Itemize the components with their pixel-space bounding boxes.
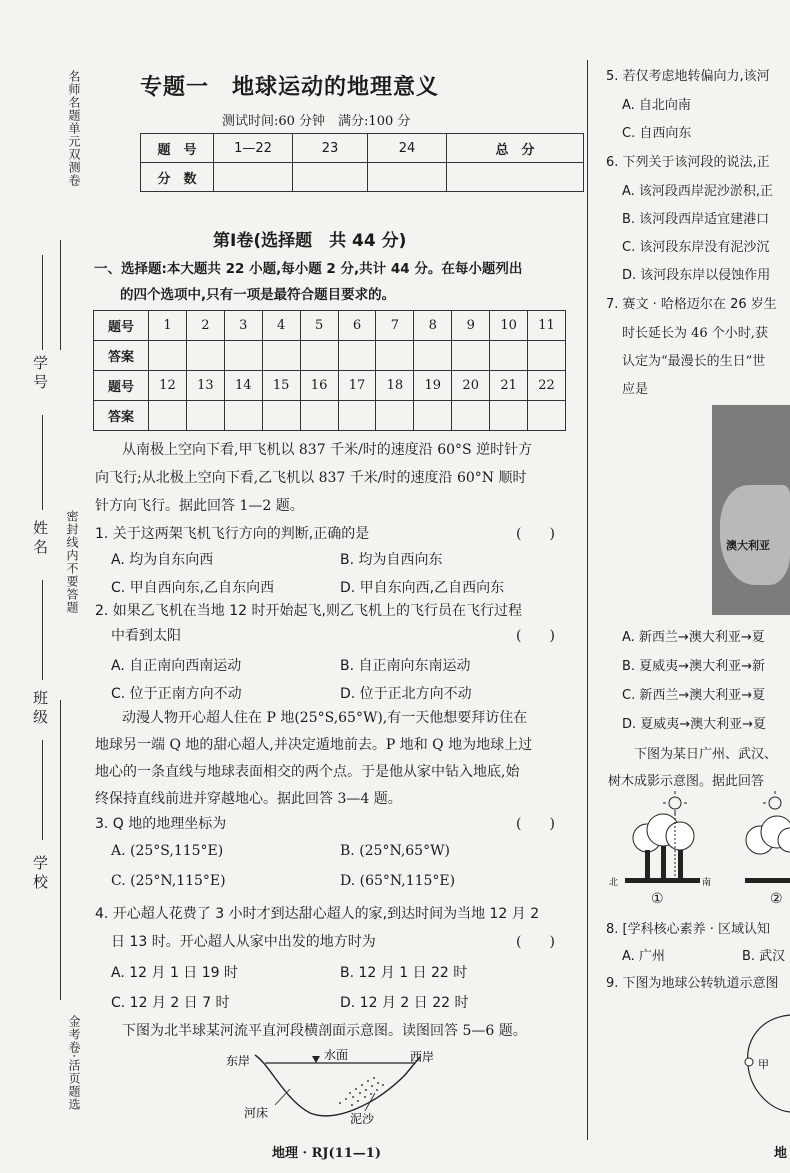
- school-label: 学校: [31, 855, 49, 893]
- question-number-cell: 21: [490, 371, 528, 401]
- answer-cell[interactable]: [338, 401, 376, 431]
- q7-stem-3: 认定为“最漫长的生日”世: [622, 354, 766, 369]
- tree-group-2: [746, 816, 790, 854]
- australia-map-image: [712, 405, 790, 615]
- page-footer: 地理 · RJ(11—1): [272, 1146, 381, 1161]
- section-title: 第Ⅰ卷(选择题 共 44 分): [213, 231, 407, 251]
- answer-cell[interactable]: [452, 341, 490, 371]
- passage-2-line-3: 地心的一条直线与地球表面相交的两个点。于是他从家中钻入地底,始: [95, 764, 520, 780]
- question-number-cell: 1: [149, 311, 187, 341]
- question-number-cell: 12: [149, 371, 187, 401]
- series-name-vertical: 名师名题单元双测卷: [67, 70, 81, 187]
- q6-option-b[interactable]: B. 该河段西岸适宜建港口: [622, 212, 770, 227]
- question-number-cell: 6: [338, 311, 376, 341]
- q2-option-b[interactable]: B. 自正南向东南运动: [340, 658, 471, 674]
- q7-stem-4: 应是: [622, 382, 649, 397]
- q1-option-c[interactable]: C. 甲自西向东,乙自东向西: [111, 580, 275, 596]
- q8-option-b[interactable]: B. 武汉: [742, 949, 786, 964]
- passage-8-line-1: 下图为某日广州、武汉、: [634, 747, 778, 762]
- q3-option-c[interactable]: C. (25°N,115°E): [111, 873, 226, 889]
- student-id-label: 学号: [31, 355, 49, 393]
- name-label: 姓名: [31, 520, 49, 558]
- question-number-cell: 13: [186, 371, 224, 401]
- orbit-diagram: [740, 1010, 790, 1120]
- answer-cell[interactable]: [490, 401, 528, 431]
- question-number-label: 题号: [94, 311, 149, 341]
- q5-option-a[interactable]: A. 自北向南: [622, 98, 691, 113]
- diagram-label-1: ①: [651, 891, 664, 907]
- south-label: 南: [702, 878, 712, 888]
- q2-answer-paren[interactable]: ( ): [516, 628, 555, 644]
- question-number-cell: 8: [414, 311, 452, 341]
- q3-option-b[interactable]: B. (25°N,65°W): [340, 843, 450, 859]
- water-level-arrow-icon: [312, 1056, 320, 1063]
- class-line[interactable]: [42, 580, 43, 680]
- section-intro-2: 的四个选项中,只有一项是最符合题目要求的。: [120, 287, 396, 303]
- water-surface-label: 水面: [324, 1048, 349, 1062]
- q7-stem-2: 时长延长为 46 个小时,获: [622, 326, 768, 341]
- question-number-cell: 17: [338, 371, 376, 401]
- passage-1-line-1: 从南极上空向下看,甲飞机以 837 千米/时的速度沿 60°S 逆时针方: [122, 442, 533, 458]
- q1-answer-paren[interactable]: ( ): [516, 526, 555, 542]
- answer-cell[interactable]: [528, 401, 566, 431]
- q4-option-a[interactable]: A. 12 月 1 日 19 时: [111, 965, 239, 981]
- ground-shadow-2: [745, 878, 790, 883]
- question-number-cell: 22: [528, 371, 566, 401]
- class-label: 班级: [31, 690, 49, 728]
- score-header-label: 题 号: [141, 134, 214, 163]
- answer-cell[interactable]: [262, 401, 300, 431]
- answer-cell[interactable]: [376, 341, 414, 371]
- q8-option-a[interactable]: A. 广州: [622, 949, 665, 964]
- question-number-cell: 18: [376, 371, 414, 401]
- answer-cell[interactable]: [300, 341, 338, 371]
- question-number-cell: 7: [376, 311, 414, 341]
- sediment-label: 泥沙: [350, 1112, 375, 1125]
- position-jia-label: 甲: [758, 1058, 769, 1071]
- q4-option-c[interactable]: C. 12 月 2 日 7 时: [111, 995, 230, 1011]
- answer-cell[interactable]: [149, 341, 187, 371]
- q6-option-a[interactable]: A. 该河段西岸泥沙淤积,正: [622, 184, 774, 199]
- section-intro-1: 一、选择题:本大题共 22 小题,每小题 2 分,共计 44 分。在每小题列出: [94, 261, 523, 277]
- score-cell[interactable]: [447, 163, 584, 192]
- q3-option-d[interactable]: D. (65°N,115°E): [340, 873, 456, 889]
- q3-answer-paren[interactable]: ( ): [516, 816, 555, 832]
- answer-cell[interactable]: [338, 341, 376, 371]
- question-number-cell: 9: [452, 311, 490, 341]
- north-label: 北: [609, 878, 619, 888]
- column-divider: [587, 60, 588, 1140]
- answer-cell[interactable]: [490, 341, 528, 371]
- answer-cell[interactable]: [414, 341, 452, 371]
- question-number-cell: 4: [262, 311, 300, 341]
- seal-line: [60, 700, 61, 1000]
- question-number-cell: 2: [186, 311, 224, 341]
- q2-stem-1: 2. 如果乙飞机在当地 12 时开始起飞,则乙飞机上的飞行员在飞行过程: [95, 603, 522, 619]
- question-number-cell: 20: [452, 371, 490, 401]
- answer-cell[interactable]: [528, 341, 566, 371]
- answer-label: 答案: [94, 401, 149, 431]
- answer-cell[interactable]: [414, 401, 452, 431]
- q2-option-d[interactable]: D. 位于正北方向不动: [340, 686, 472, 702]
- score-cell[interactable]: [214, 163, 293, 192]
- answer-table: [93, 310, 566, 431]
- score-header-total: 总 分: [447, 134, 584, 163]
- q6-stem: 6. 下列关于该河段的说法,正: [606, 155, 770, 170]
- answer-cell[interactable]: [186, 341, 224, 371]
- passage-1-line-3: 针方向飞行。据此回答 1—2 题。: [95, 498, 304, 514]
- q4-stem-1: 4. 开心超人花费了 3 小时才到达甜心超人的家,到达时间为当地 12 月 2: [95, 906, 540, 922]
- answer-cell[interactable]: [186, 401, 224, 431]
- score-row-label: 分 数: [141, 163, 214, 192]
- question-number-cell: 14: [224, 371, 262, 401]
- q7-option-b[interactable]: B. 夏威夷→澳大利亚→新: [622, 659, 765, 674]
- score-cell[interactable]: [368, 163, 447, 192]
- passage-2-line-4: 终保持直线前进并穿越地心。据此回答 3—4 题。: [95, 791, 402, 807]
- australia-landmass: [720, 485, 790, 585]
- q4-option-d[interactable]: D. 12 月 2 日 22 时: [340, 995, 469, 1011]
- q5-option-c[interactable]: C. 自西向东: [622, 126, 692, 141]
- score-table: [140, 133, 584, 192]
- student-id-line[interactable]: [42, 255, 43, 350]
- passage-1-line-2: 向飞行;从北极上空向下看,乙飞机以 837 千米/时的速度沿 60°N 顺时: [95, 470, 527, 486]
- q4-option-b[interactable]: B. 12 月 1 日 22 时: [340, 965, 468, 981]
- question-number-label: 题号: [94, 371, 149, 401]
- q6-option-d[interactable]: D. 该河段东岸以侵蚀作用: [622, 268, 771, 283]
- tree-shadow-diagram: [605, 790, 790, 890]
- earth-position-icon: [745, 1058, 753, 1066]
- west-bank-label: 西岸: [410, 1050, 435, 1064]
- question-number-cell: 10: [490, 311, 528, 341]
- question-number-cell: 11: [528, 311, 566, 341]
- score-cell[interactable]: [293, 163, 368, 192]
- passage-2-line-2: 地球另一端 Q 地的甜心超人,并决定遁地前去。P 地和 Q 地为地球上过: [95, 737, 533, 753]
- question-number-cell: 3: [224, 311, 262, 341]
- ground-shadow-1: [625, 878, 700, 883]
- answer-cell[interactable]: [224, 341, 262, 371]
- diagram-label-2: ②: [770, 891, 783, 907]
- q1-stem: 1. 关于这两架飞机飞行方向的判断,正确的是: [95, 526, 370, 542]
- q1-option-a[interactable]: A. 均为自东向西: [111, 552, 214, 568]
- sun-icon: [763, 791, 781, 809]
- answer-cell[interactable]: [149, 401, 187, 431]
- score-header-3: 24: [368, 134, 447, 163]
- question-number-cell: 15: [262, 371, 300, 401]
- east-bank-label: 东岸: [226, 1054, 251, 1068]
- sediment-dots: [339, 1077, 384, 1106]
- answer-cell[interactable]: [262, 341, 300, 371]
- answer-label: 答案: [94, 341, 149, 371]
- q8-stem: 8. [学科核心素养 · 区域认知: [606, 922, 771, 937]
- q2-option-a[interactable]: A. 自正南向西南运动: [111, 658, 242, 674]
- q5-stem: 5. 若仅考虑地转偏向力,该河: [606, 69, 770, 84]
- answer-cell[interactable]: [300, 401, 338, 431]
- q7-option-d[interactable]: D. 夏威夷→澳大利亚→夏: [622, 717, 767, 732]
- passage-8-line-2: 树木成影示意图。据此回答: [608, 774, 765, 789]
- passage-3: 下图为北半球某河流平直河段横剖面示意图。读图回答 5—6 题。: [122, 1023, 527, 1039]
- australia-label: 澳大利亚: [726, 539, 770, 552]
- q3-option-a[interactable]: A. (25°S,115°E): [111, 843, 224, 859]
- q2-option-c[interactable]: C. 位于正南方向不动: [111, 686, 242, 702]
- score-header-1: 1—22: [214, 134, 293, 163]
- test-meta: 测试时间:60 分钟 满分:100 分: [222, 114, 411, 129]
- q7-option-c[interactable]: C. 新西兰→澳大利亚→夏: [622, 688, 766, 703]
- q1-option-d[interactable]: D. 甲自东向西,乙自西向东: [340, 580, 505, 596]
- question-number-cell: 19: [414, 371, 452, 401]
- riverbed-label: 河床: [244, 1106, 269, 1120]
- seal-line-notice: 密封线内不要答题: [65, 510, 79, 614]
- answer-cell[interactable]: [376, 401, 414, 431]
- q7-stem-1: 7. 赛文 · 哈格迈尔在 26 岁生: [606, 297, 777, 312]
- q9-stem: 9. 下图为地球公转轨道示意图: [606, 976, 779, 991]
- question-number-cell: 16: [300, 371, 338, 401]
- name-line[interactable]: [42, 415, 43, 510]
- page-title: 专题一 地球运动的地理意义: [140, 75, 440, 100]
- q7-option-a[interactable]: A. 新西兰→澳大利亚→夏: [622, 630, 765, 645]
- publisher-vertical: 金考卷·活页题选: [67, 1015, 81, 1111]
- school-line[interactable]: [42, 740, 43, 840]
- divider-line: [60, 240, 61, 350]
- answer-cell[interactable]: [452, 401, 490, 431]
- score-header-2: 23: [293, 134, 368, 163]
- river-cross-section-diagram: [200, 1045, 470, 1125]
- q3-stem: 3. Q 地的地理坐标为: [95, 816, 227, 832]
- passage-2-line-1: 动漫人物开心超人住在 P 地(25°S,65°W),有一天他想要拜访住在: [122, 710, 528, 726]
- question-number-cell: 5: [300, 311, 338, 341]
- q1-option-b[interactable]: B. 均为自西向东: [340, 552, 443, 568]
- q2-stem-2: 中看到太阳: [111, 628, 181, 644]
- q4-stem-2: 日 13 时。开心超人从家中出发的地方时为: [111, 934, 376, 950]
- q6-option-c[interactable]: C. 该河段东岸没有泥沙沉: [622, 240, 770, 255]
- riverbed-curve: [255, 1055, 420, 1116]
- q4-answer-paren[interactable]: ( ): [516, 934, 555, 950]
- answer-cell[interactable]: [224, 401, 262, 431]
- right-page-footer: 地: [774, 1146, 788, 1161]
